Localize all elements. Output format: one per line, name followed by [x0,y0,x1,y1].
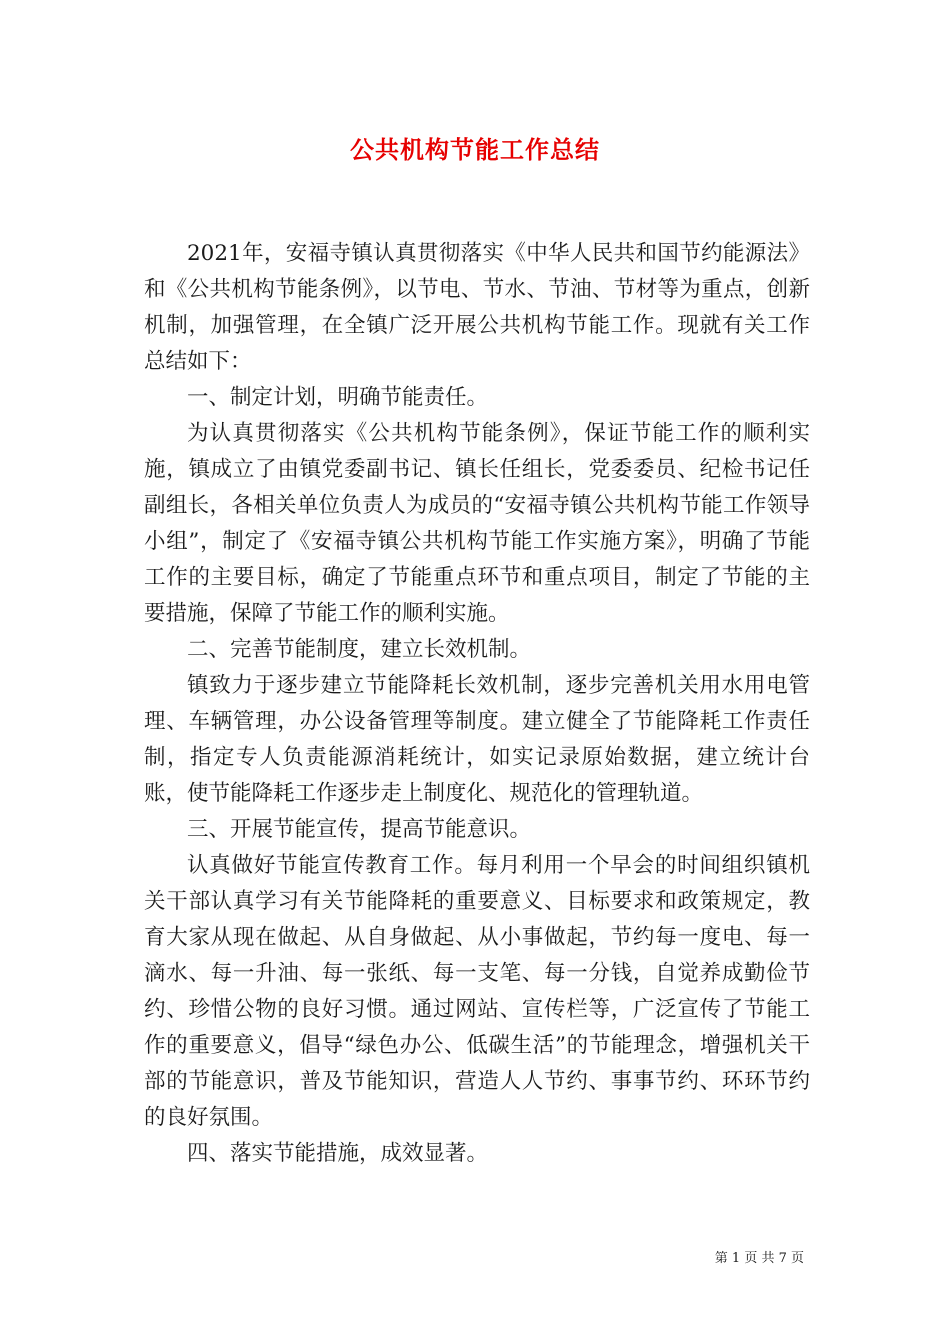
section-paragraph-1: 为认真贯彻落实《公共机构节能条例》，保证节能工作的顺利实施，镇成立了由镇党委副书记、镇长任组长，党委委员、纪检书记任副组长，各相关单位负责人为成员的“安福寺镇公共机构节能工作领导小组”，制定了《安福寺镇公共机构节能工作实施方案》，明确了节能工作的主要目标，确定了节能重点环节和重点项目，制定了节能的主要措施，保障了节能工作的顺利实施。 [144,421,810,626]
section-heading-2: 二、完善节能制度，建立长效机制。 [187,637,532,662]
section-paragraph-2: 镇致力于逐步建立节能降耗长效机制，逐步完善机关用水用电管理、车辆管理，办公设备管理等制度。建立健全了节能降耗工作责任制，指定专人负责能源消耗统计，如实记录原始数据，建立统计台账，使节能降耗工作逐步走上制度化、规范化的管理轨道。 [144,673,810,806]
page-number: 第 1 页 共 7 页 [714,1251,804,1266]
section-heading-3: 三、开展节能宣传，提高节能意识。 [187,817,532,842]
document-title: 公共机构节能工作总结 [350,135,600,164]
section-paragraph-3: 认真做好节能宣传教育工作。每月利用一个早会的时间组织镇机关干部认真学习有关节能降耗的重要意义、目标要求和政策规定，教育大家从现在做起、从自身做起、从小事做起，节约每一度电、每一滴水、每一升油、每一张纸、每一支笔、每一分钱，自觉养成勤俭节约、珍惜公物的良好习惯。通过网站、宣传栏等，广泛宣传了节能工作的重要意义，倡导“绿色办公、低碳生活”的节能理念，增强机关干部的节能意识，普及节能知识，营造人人节约、事事节约、环环节约的良好氛围。 [144,853,810,1130]
intro-paragraph: 2021年，安福寺镇认真贯彻落实《中华人民共和国节约能源法》和《公共机构节能条例》，以节电、节水、节油、节材等为重点，创新机制，加强管理，在全镇广泛开展公共机构节能工作。现就有关工作总结如下： [144,241,810,374]
document-body [144,236,810,1172]
section-heading-4: 四、落实节能措施，成效显著。 [187,1141,489,1166]
section-heading-1: 一、制定计划，明确节能责任。 [187,385,489,410]
